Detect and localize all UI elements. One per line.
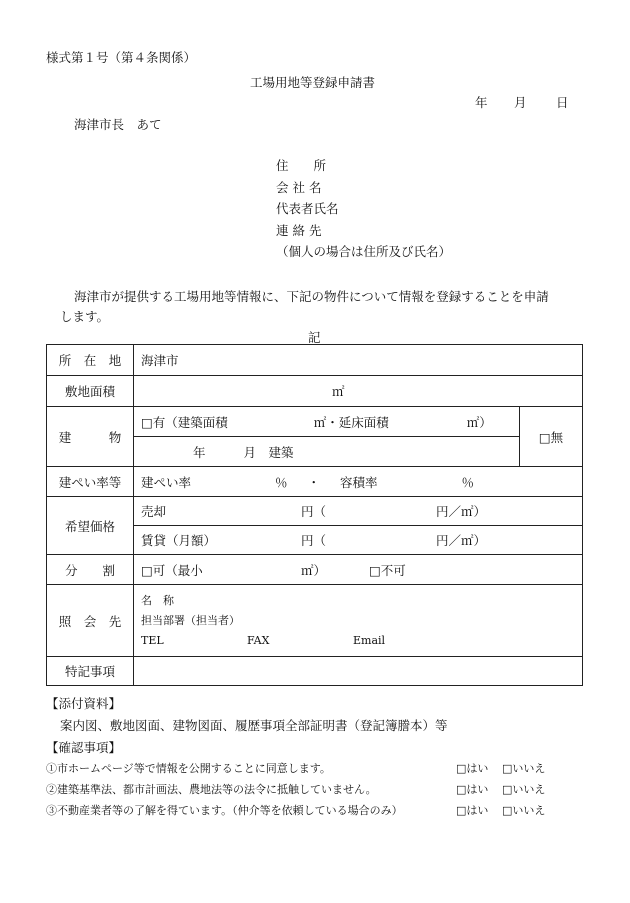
confirm-item-3: ③不動産業者等の了解を得ています。（仲介等を依頼している場合のみ） xyxy=(46,804,403,817)
inquiry-name: 名 称 xyxy=(141,593,174,607)
sale-yen: 円（ xyxy=(301,504,327,519)
floor-ratio-label: 容積率 xyxy=(340,474,378,490)
remarks-label: 特記事項 xyxy=(47,657,134,686)
remarks-value[interactable] xyxy=(134,657,583,686)
registration-table xyxy=(46,344,583,686)
building-yes-checkbox: □有（建築面積 xyxy=(141,414,228,430)
building-floor-unit: ㎡） xyxy=(466,414,492,430)
ki-label: 記 xyxy=(308,330,321,345)
inquiry-label: 照 会 先 xyxy=(47,585,134,657)
inquiry-email: Email xyxy=(353,633,386,647)
inquiry-block[interactable] xyxy=(134,585,583,657)
rent-yen-per-m2: 円／㎡） xyxy=(436,533,487,548)
confirm-item-2-no[interactable]: □いいえ xyxy=(502,783,546,796)
split-row[interactable] xyxy=(134,555,583,585)
confirm-item-2: ②建築基準法、都市計画法、農地法等の法令に抵触していません。 xyxy=(46,783,377,796)
split-yes-checkbox: □可（最小 xyxy=(141,562,203,578)
location-label: 所 在 地 xyxy=(47,345,134,376)
building-label: 建 物 xyxy=(47,407,134,467)
confirm-item-1: ①市ホームページ等で情報を公開することに同意します。 xyxy=(46,762,331,775)
coverage-label: 建ぺい率 xyxy=(141,474,192,490)
date-day: 日 xyxy=(556,95,569,110)
page-title: 工場用地等登録申請書 xyxy=(250,75,376,90)
confirm-item-3-yes[interactable]: □はい xyxy=(456,804,489,817)
applicant-company-label: 会 社 名 xyxy=(276,180,322,195)
inquiry-dept: 担当部署（担当者） xyxy=(141,613,240,627)
confirm-item-2-yes[interactable]: □はい xyxy=(456,783,489,796)
confirm-item-3-no[interactable]: □いいえ xyxy=(502,804,546,817)
inquiry-fax: FAX xyxy=(247,633,270,647)
inquiry-tel: TEL xyxy=(141,633,164,647)
ratio-dot: ・ xyxy=(307,474,321,490)
building-year: 年 xyxy=(193,444,206,460)
area-label: 敷地面積 xyxy=(47,376,134,407)
applicant-representative-label: 代表者氏名 xyxy=(276,201,339,216)
body-text-line2: します。 xyxy=(60,309,110,324)
applicant-note: （個人の場合は住所及び氏名） xyxy=(276,244,452,259)
split-no-checkbox: □不可 xyxy=(369,562,406,578)
confirm-heading: 【確認事項】 xyxy=(46,740,122,755)
location-value[interactable]: 海津市 xyxy=(134,345,583,376)
sale-label: 売却 xyxy=(141,504,167,519)
price-label: 希望価格 xyxy=(47,497,134,555)
ratio-row[interactable] xyxy=(134,467,583,497)
confirm-item-1-no[interactable]: □いいえ xyxy=(502,762,546,775)
applicant-address-label: 住 所 xyxy=(276,158,327,173)
form-number: 様式第１号（第４条関係） xyxy=(46,50,197,65)
rent-row[interactable] xyxy=(134,526,583,555)
applicant-contact-label: 連 絡 先 xyxy=(276,223,322,238)
rent-label: 賃貸（月額） xyxy=(141,533,217,548)
building-month: 月 建築 xyxy=(243,444,294,460)
attachments-heading: 【添付資料】 xyxy=(46,696,122,711)
date-month: 月 xyxy=(514,95,527,110)
building-no-checkbox[interactable]: □無 xyxy=(520,407,583,467)
area-unit[interactable]: ㎡ xyxy=(134,376,583,407)
body-text-line1: 海津市が提供する工場用地等情報に、下記の物件について情報を登録することを申請 xyxy=(74,289,549,304)
coverage-percent: ％ xyxy=(275,474,288,490)
sale-row[interactable] xyxy=(134,497,583,526)
floor-ratio-percent: ％ xyxy=(461,474,475,490)
date-year: 年 xyxy=(475,95,488,110)
ratio-label: 建ぺい率等 xyxy=(47,467,134,497)
building-area-unit: ㎡・延床面積 xyxy=(313,414,389,430)
sale-yen-per-m2: 円／㎡） xyxy=(436,504,487,519)
building-yes-row[interactable] xyxy=(134,407,520,437)
split-m2: ㎡） xyxy=(301,562,327,578)
confirm-item-1-yes[interactable]: □はい xyxy=(456,762,489,775)
building-year-row[interactable] xyxy=(134,437,520,467)
addressee: 海津市長 あて xyxy=(74,117,162,132)
split-label: 分 割 xyxy=(47,555,134,585)
attachments-text: 案内図、敷地図面、建物図面、履歴事項全部証明書（登記簿謄本）等 xyxy=(60,718,448,733)
rent-yen: 円（ xyxy=(301,533,327,548)
